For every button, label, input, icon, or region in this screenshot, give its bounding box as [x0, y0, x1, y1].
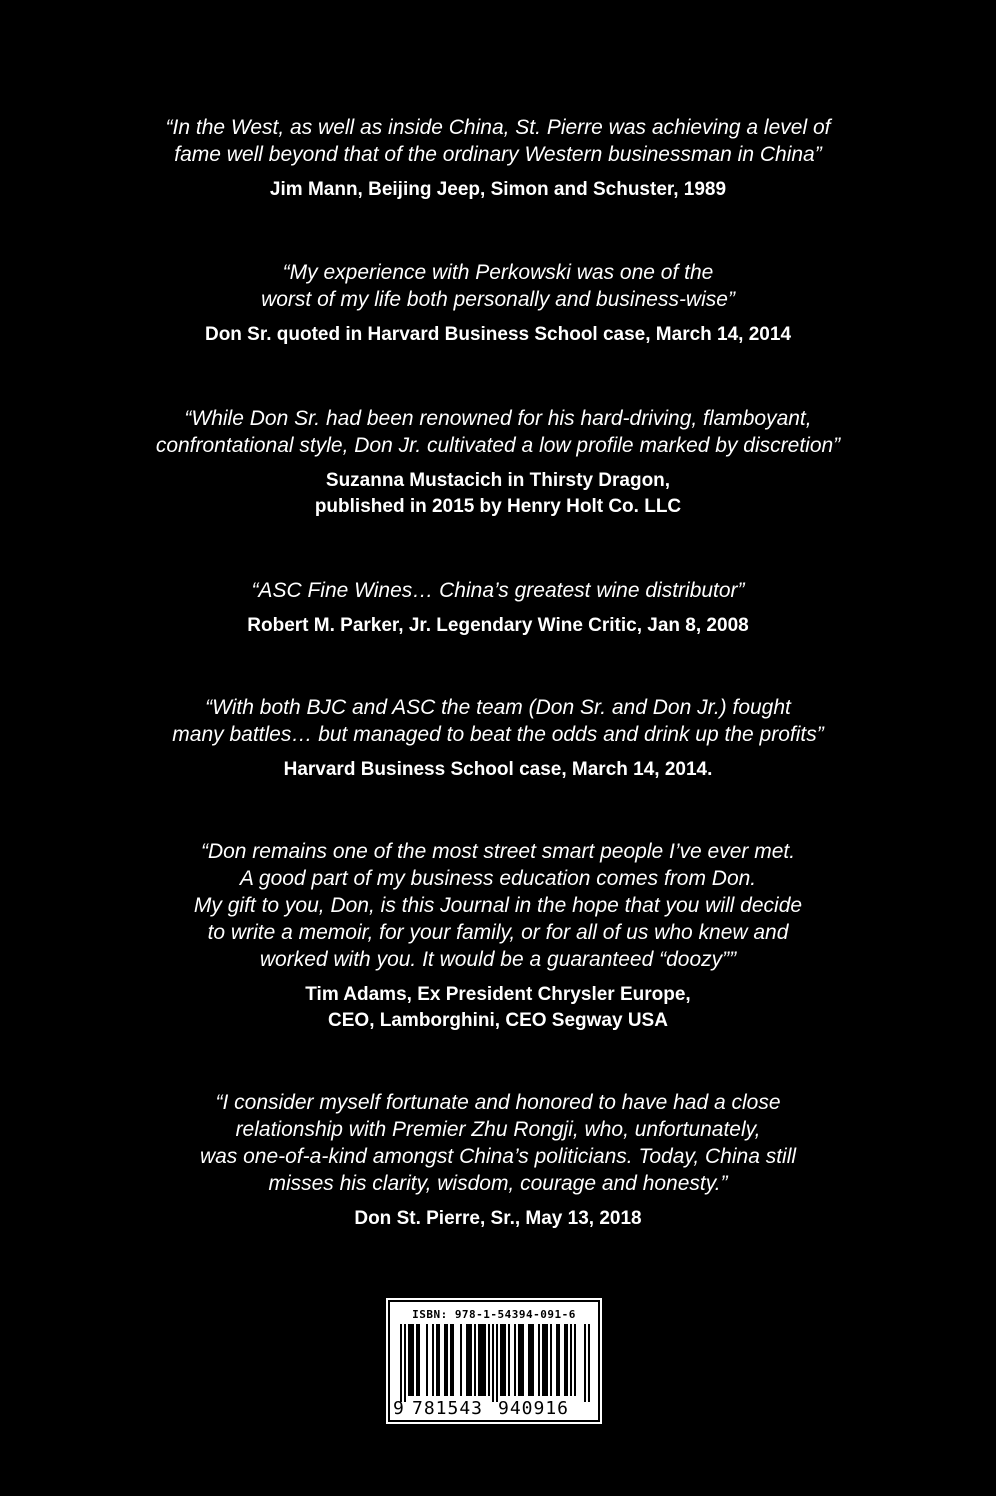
- barcode-bar: [528, 1324, 530, 1396]
- endorsements: [0, 114, 996, 1232]
- quote-line: fame well beyond that of the ordinary Western businessman in China”: [174, 143, 822, 166]
- quote-line: worst of my life both personally and business-wise”: [261, 288, 735, 311]
- quote-text: [0, 577, 996, 604]
- barcode-bar: [558, 1324, 560, 1396]
- quote-line: was one-of-a-kind amongst China’s politicians. Today, China still: [199, 1145, 797, 1168]
- barcode-bar: [584, 1324, 586, 1402]
- quote-attribution: [0, 613, 996, 639]
- quote-block: [0, 114, 996, 203]
- ean-right-group: 940916: [498, 1398, 570, 1419]
- barcode-bar: [514, 1324, 516, 1396]
- attribution-line: Tim Adams, Ex President Chrysler Europe,: [305, 984, 691, 1005]
- quote-text: [0, 405, 996, 459]
- barcode-bar: [546, 1324, 548, 1396]
- quote-block: [0, 405, 996, 520]
- barcode-bar: [550, 1324, 552, 1396]
- barcode-bar: [412, 1324, 414, 1396]
- quote-text: [0, 1089, 996, 1197]
- barcode-bar: [418, 1324, 420, 1396]
- quote-text: [0, 114, 996, 168]
- barcode-bar: [452, 1324, 454, 1396]
- barcode-bar: [466, 1324, 468, 1396]
- barcode-bar: [432, 1324, 434, 1396]
- barcode-bar: [408, 1324, 410, 1396]
- barcode-bar: [566, 1324, 568, 1396]
- barcode-bar: [410, 1324, 412, 1396]
- quote-line: many battles… but managed to beat the odds and drink up the profits”: [172, 723, 824, 746]
- barcode-bar: [450, 1324, 452, 1396]
- barcode-bar: [538, 1324, 540, 1396]
- barcode-bar: [588, 1324, 590, 1402]
- attribution-line: CEO, Lamborghini, CEO Segway USA: [328, 1010, 668, 1031]
- barcode-bar: [500, 1324, 502, 1396]
- isbn-barcode: [388, 1300, 600, 1422]
- barcode-bar: [488, 1324, 490, 1396]
- barcode-bar: [564, 1324, 566, 1396]
- ean-left-group: 781543: [412, 1398, 484, 1419]
- quote-attribution: [0, 177, 996, 203]
- quote-block: [0, 577, 996, 639]
- barcode-bar: [520, 1324, 522, 1396]
- barcode-bar: [496, 1324, 498, 1402]
- barcode-bar: [522, 1324, 524, 1396]
- barcode-bar: [470, 1324, 472, 1396]
- attribution-line: Harvard Business School case, March 14, 2014.: [283, 759, 713, 780]
- quote-line: worked with you. It would be a guaranteed “doozy””: [259, 948, 737, 971]
- quote-block: [0, 694, 996, 783]
- quote-attribution: [0, 757, 996, 783]
- barcode-bar: [474, 1324, 476, 1396]
- barcode-bar: [532, 1324, 534, 1396]
- barcode-bar: [484, 1324, 486, 1396]
- barcode-bar: [544, 1324, 546, 1396]
- quote-line: A good part of my business education comes from Don.: [239, 867, 757, 890]
- quote-line: “With both BJC and ASC the team (Don Sr. and Don Jr.) fought: [205, 696, 791, 719]
- quote-line: “While Don Sr. had been renowned for his hard-driving, flamboyant,: [184, 407, 812, 430]
- quote-block: [0, 259, 996, 348]
- barcode-bar: [444, 1324, 446, 1396]
- quote-attribution: [0, 322, 996, 348]
- ean-first-digit: 9: [393, 1398, 404, 1419]
- isbn-label: ISBN: 978-1-54394-091-6: [412, 1308, 576, 1321]
- barcode-bars: [400, 1324, 590, 1404]
- barcode-bar: [574, 1324, 576, 1396]
- quote-line: “In the West, as well as inside China, St. Pierre was achieving a level of: [165, 116, 831, 139]
- quote-line: “Don remains one of the most street smart people I’ve ever met.: [200, 840, 796, 863]
- barcode-bar: [400, 1324, 402, 1402]
- quote-line: relationship with Premier Zhu Rongji, who, unfortunately,: [235, 1118, 761, 1141]
- barcode-bar: [482, 1324, 484, 1396]
- quote-line: “I consider myself fortunate and honored to have had a close: [215, 1091, 781, 1114]
- quote-line: misses his clarity, wisdom, courage and honesty.”: [268, 1172, 728, 1195]
- quote-text: [0, 694, 996, 748]
- quote-attribution: [0, 1206, 996, 1232]
- barcode-bar: [478, 1324, 480, 1396]
- barcode-bar: [542, 1324, 544, 1396]
- barcode-bar: [468, 1324, 470, 1396]
- barcode-bar: [556, 1324, 558, 1396]
- quote-attribution: [0, 982, 996, 1034]
- attribution-line: Robert M. Parker, Jr. Legendary Wine Critic, Jan 8, 2008: [247, 615, 749, 636]
- quote-line: “My experience with Perkowski was one of the: [282, 261, 714, 284]
- barcode-bar: [438, 1324, 440, 1396]
- barcode-bar: [492, 1324, 494, 1402]
- quote-attribution: [0, 468, 996, 520]
- quote-line: confrontational style, Don Jr. cultivated a low profile marked by discretion”: [155, 434, 841, 457]
- attribution-line: published in 2015 by Henry Holt Co. LLC: [314, 496, 682, 517]
- barcode-bar: [530, 1324, 532, 1396]
- barcode-bar: [446, 1324, 448, 1396]
- barcode-bar: [480, 1324, 482, 1396]
- quote-text: [0, 259, 996, 313]
- attribution-line: Don St. Pierre, Sr., May 13, 2018: [354, 1208, 642, 1229]
- quote-line: to write a memoir, for your family, or for all of us who knew and: [207, 921, 789, 944]
- barcode-bar: [502, 1324, 504, 1396]
- barcode-bar: [508, 1324, 510, 1396]
- quote-line: My gift to you, Don, is this Journal in the hope that you will decide: [193, 894, 803, 917]
- barcode-bar: [460, 1324, 462, 1396]
- quote-line: “ASC Fine Wines… China’s greatest wine distributor”: [251, 579, 745, 602]
- attribution-line: Don Sr. quoted in Harvard Business School case, March 14, 2014: [204, 324, 792, 345]
- attribution-line: Suzanna Mustacich in Thirsty Dragon,: [325, 470, 671, 491]
- barcode-bar: [416, 1324, 418, 1396]
- barcode-bar: [404, 1324, 406, 1402]
- quote-text: [0, 838, 996, 973]
- barcode-bar: [570, 1324, 572, 1396]
- quote-block: [0, 838, 996, 1034]
- barcode-bar: [518, 1324, 520, 1396]
- barcode-bar: [426, 1324, 428, 1396]
- barcode-bar: [436, 1324, 438, 1396]
- barcode-bar: [504, 1324, 506, 1396]
- attribution-line: Jim Mann, Beijing Jeep, Simon and Schuster, 1989: [269, 179, 727, 200]
- quote-block: [0, 1089, 996, 1232]
